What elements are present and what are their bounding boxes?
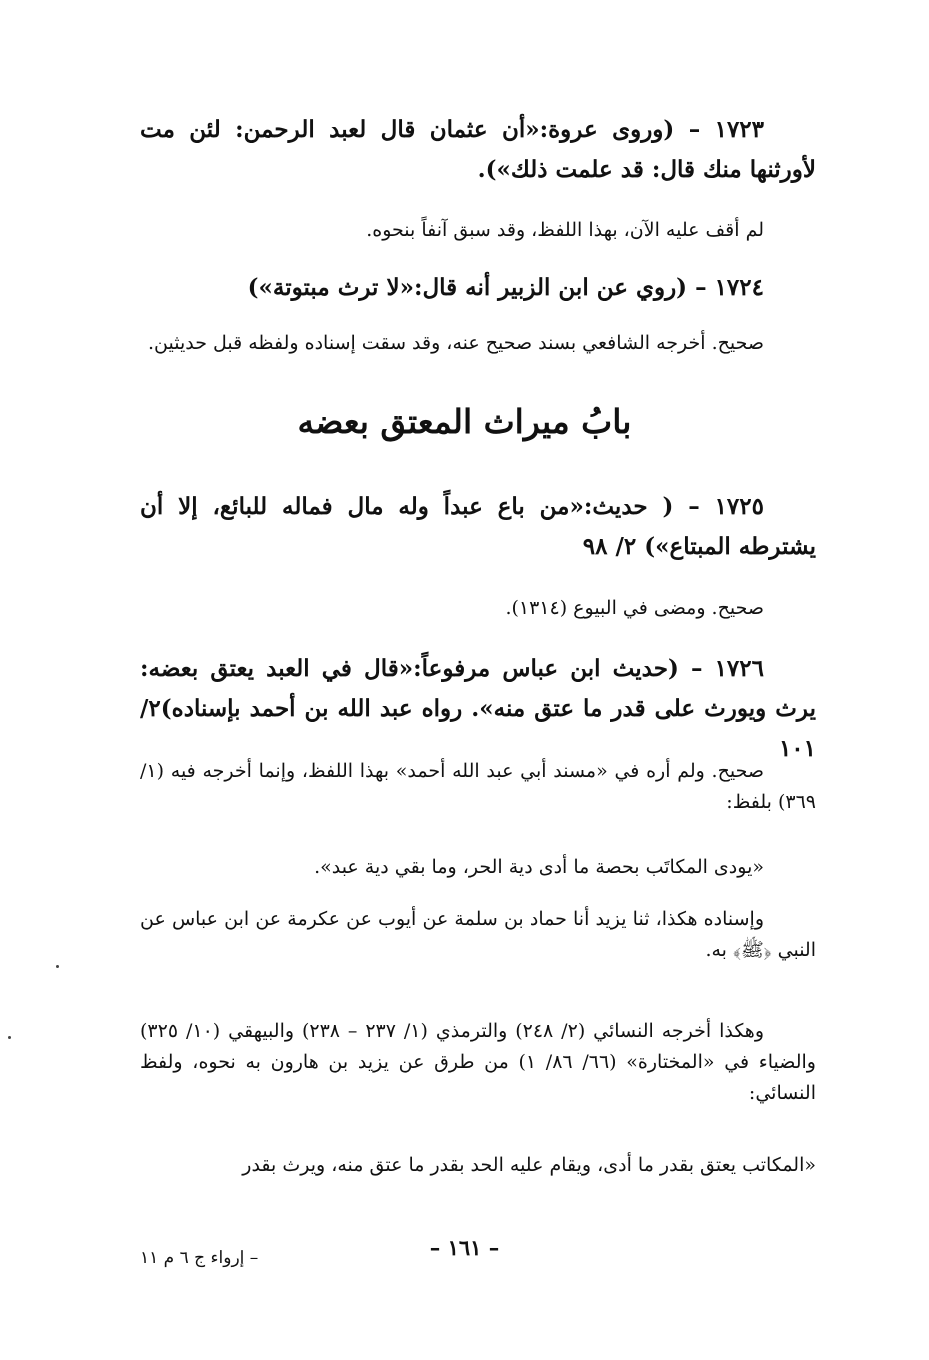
signature-mark: – إرواء ج ٦ م ١١ (140, 1248, 259, 1268)
section-heading: بابُ ميراث المعتق بعضه (297, 402, 632, 441)
commentary-1726: صحيح. ولم أره في «مسند أبي عبد الله أحمد» بهذا اللفظ، وإنما أخرجه فيه (١/ ٣٦٩) بلفظ: (140, 760, 816, 813)
scan-speck (8, 1036, 11, 1039)
commentary-1725: صحيح. ومضى في البيوع (١٣١٤). (505, 597, 764, 619)
commentary-1724: صحيح. أخرجه الشافعي بسند صحيح عنه، وقد سقت إسناده ولفظه قبل حديثين. (147, 332, 764, 354)
hadith-1726: ١٧٢٦ – (حديث ابن عباس مرفوعاً:«قال في العبد يعتق بعضه: يرث ويورث على قدر ما عتق منه». رواه عبد الله بن أحمد بإسناده)٢/ ١٠١ (140, 655, 816, 762)
scan-speck (56, 965, 59, 968)
page-number: – ١٦١ – (429, 1235, 500, 1260)
quote-nasai: «المكاتب يعتق بقدر ما أدى، ويقام عليه الحد بقدر ما عتق منه، ويرث بقدر (242, 1154, 816, 1176)
quote-mukatab: «يودى المكاتَب بحصة ما أدى دية الحر، وما بقي دية عبد». (314, 856, 764, 878)
hadith-1723: ١٧٢٣ – (وروى عروة:«أن عثمان قال لعبد الرحمن: لئن مت لأورثنها منك قال: قد علمت ذلك»). (140, 116, 816, 183)
commentary-1723: لم أقف عليه الآن، بهذا اللفظ، وقد سبق آنفاً بنحوه. (366, 219, 764, 241)
paragraph-isnad: وإسناده هكذا، ثنا يزيد أنا حماد بن سلمة عن أيوب عن عكرمة عن ابن عباس عن النبي ﴿ﷺ﴾ به. (140, 908, 816, 961)
hadith-1724: ١٧٢٤ – (روي عن ابن الزبير أنه قال:«لا ترث مبتوتة») (247, 274, 764, 301)
hadith-1725: ١٧٢٥ – ( حديث:«من باع عبداً وله مال فماله للبائع، إلا أن يشترطه المبتاع») ٢/ ٩٨ (140, 493, 816, 560)
paragraph-takhrij: وهكذا أخرجه النسائي (٢/ ٢٤٨) والترمذي (١/ ٢٣٧ – ٢٣٨) والبيهقي (١٠/ ٣٢٥) والضياء في «المختارة» (٦٦/ ٨٦/ ١) من طرق عن يزيد بن هارون به نحوه، ولفظ النسائي: (140, 1020, 816, 1104)
